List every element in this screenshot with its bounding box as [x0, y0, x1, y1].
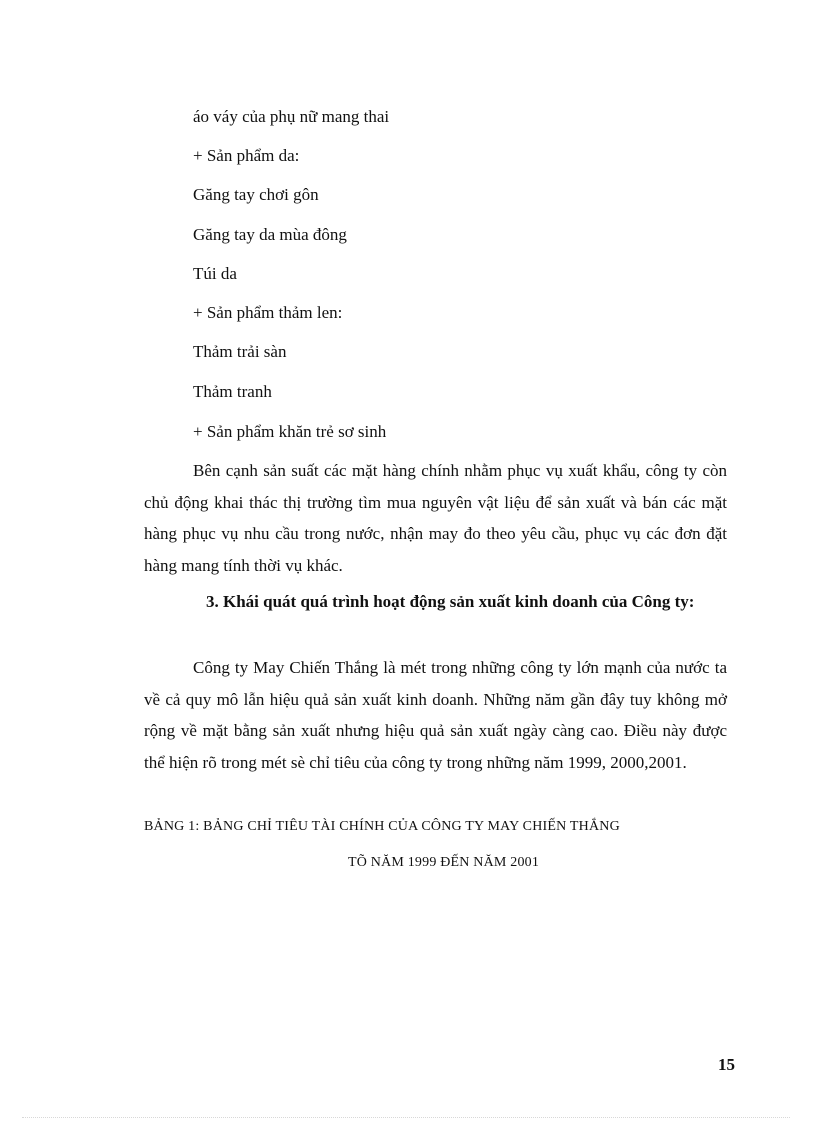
- body-paragraph: Công ty May Chiến Thắng là mét trong những công ty lớn mạnh của nước ta về cả quy mô lẫn hiệu quả sản xuất kinh doanh. Những năm gần đây tuy không mở rộng về mặt bằng sản xuất nhưng hiệu quả sản xuất ngày càng cao. Điều này được thể hiện rõ trong mét sè chỉ tiêu của công ty trong những năm 1999, 2000,2001.: [144, 658, 727, 772]
- list-item: áo váy của phụ nữ mang thai: [193, 107, 390, 126]
- page-number: 15: [718, 1055, 735, 1074]
- list-item: + Sản phẩm da:: [193, 146, 300, 165]
- list-item: Thảm trải sàn: [193, 342, 287, 361]
- list-item: + Sản phẩm khăn trẻ sơ sinh: [193, 422, 387, 441]
- table-caption-line-2: TÕ NĂM 1999 ĐẾN NĂM 2001: [348, 855, 540, 870]
- list-item: Túi da: [193, 264, 237, 283]
- section-heading: 3. Khái quát quá trình hoạt động sản xuất kinh doanh của Công ty:: [206, 592, 695, 611]
- list-item: Thảm tranh: [193, 382, 272, 401]
- body-paragraph: Bên cạnh sản suất các mặt hàng chính nhằm phục vụ xuất khẩu, công ty còn chủ động khai thác thị trường tìm mua nguyên vật liệu để sản xuất và bán các mặt hàng phục vụ nhu cầu trong nước, nhận may đo theo yêu cầu, phục vụ các đơn đặt hàng mang tính thời vụ khác.: [144, 461, 727, 575]
- list-item: + Sản phẩm thảm len:: [193, 303, 343, 322]
- list-item: Găng tay da mùa đông: [193, 225, 347, 244]
- page-bottom-divider: [22, 1117, 790, 1118]
- table-caption-line-1: BẢNG 1: BẢNG CHỈ TIÊU TÀI CHÍNH CỦA CÔNG TY MAY CHIẾN THẮNG: [144, 819, 620, 834]
- list-item: Găng tay chơi gôn: [193, 185, 319, 204]
